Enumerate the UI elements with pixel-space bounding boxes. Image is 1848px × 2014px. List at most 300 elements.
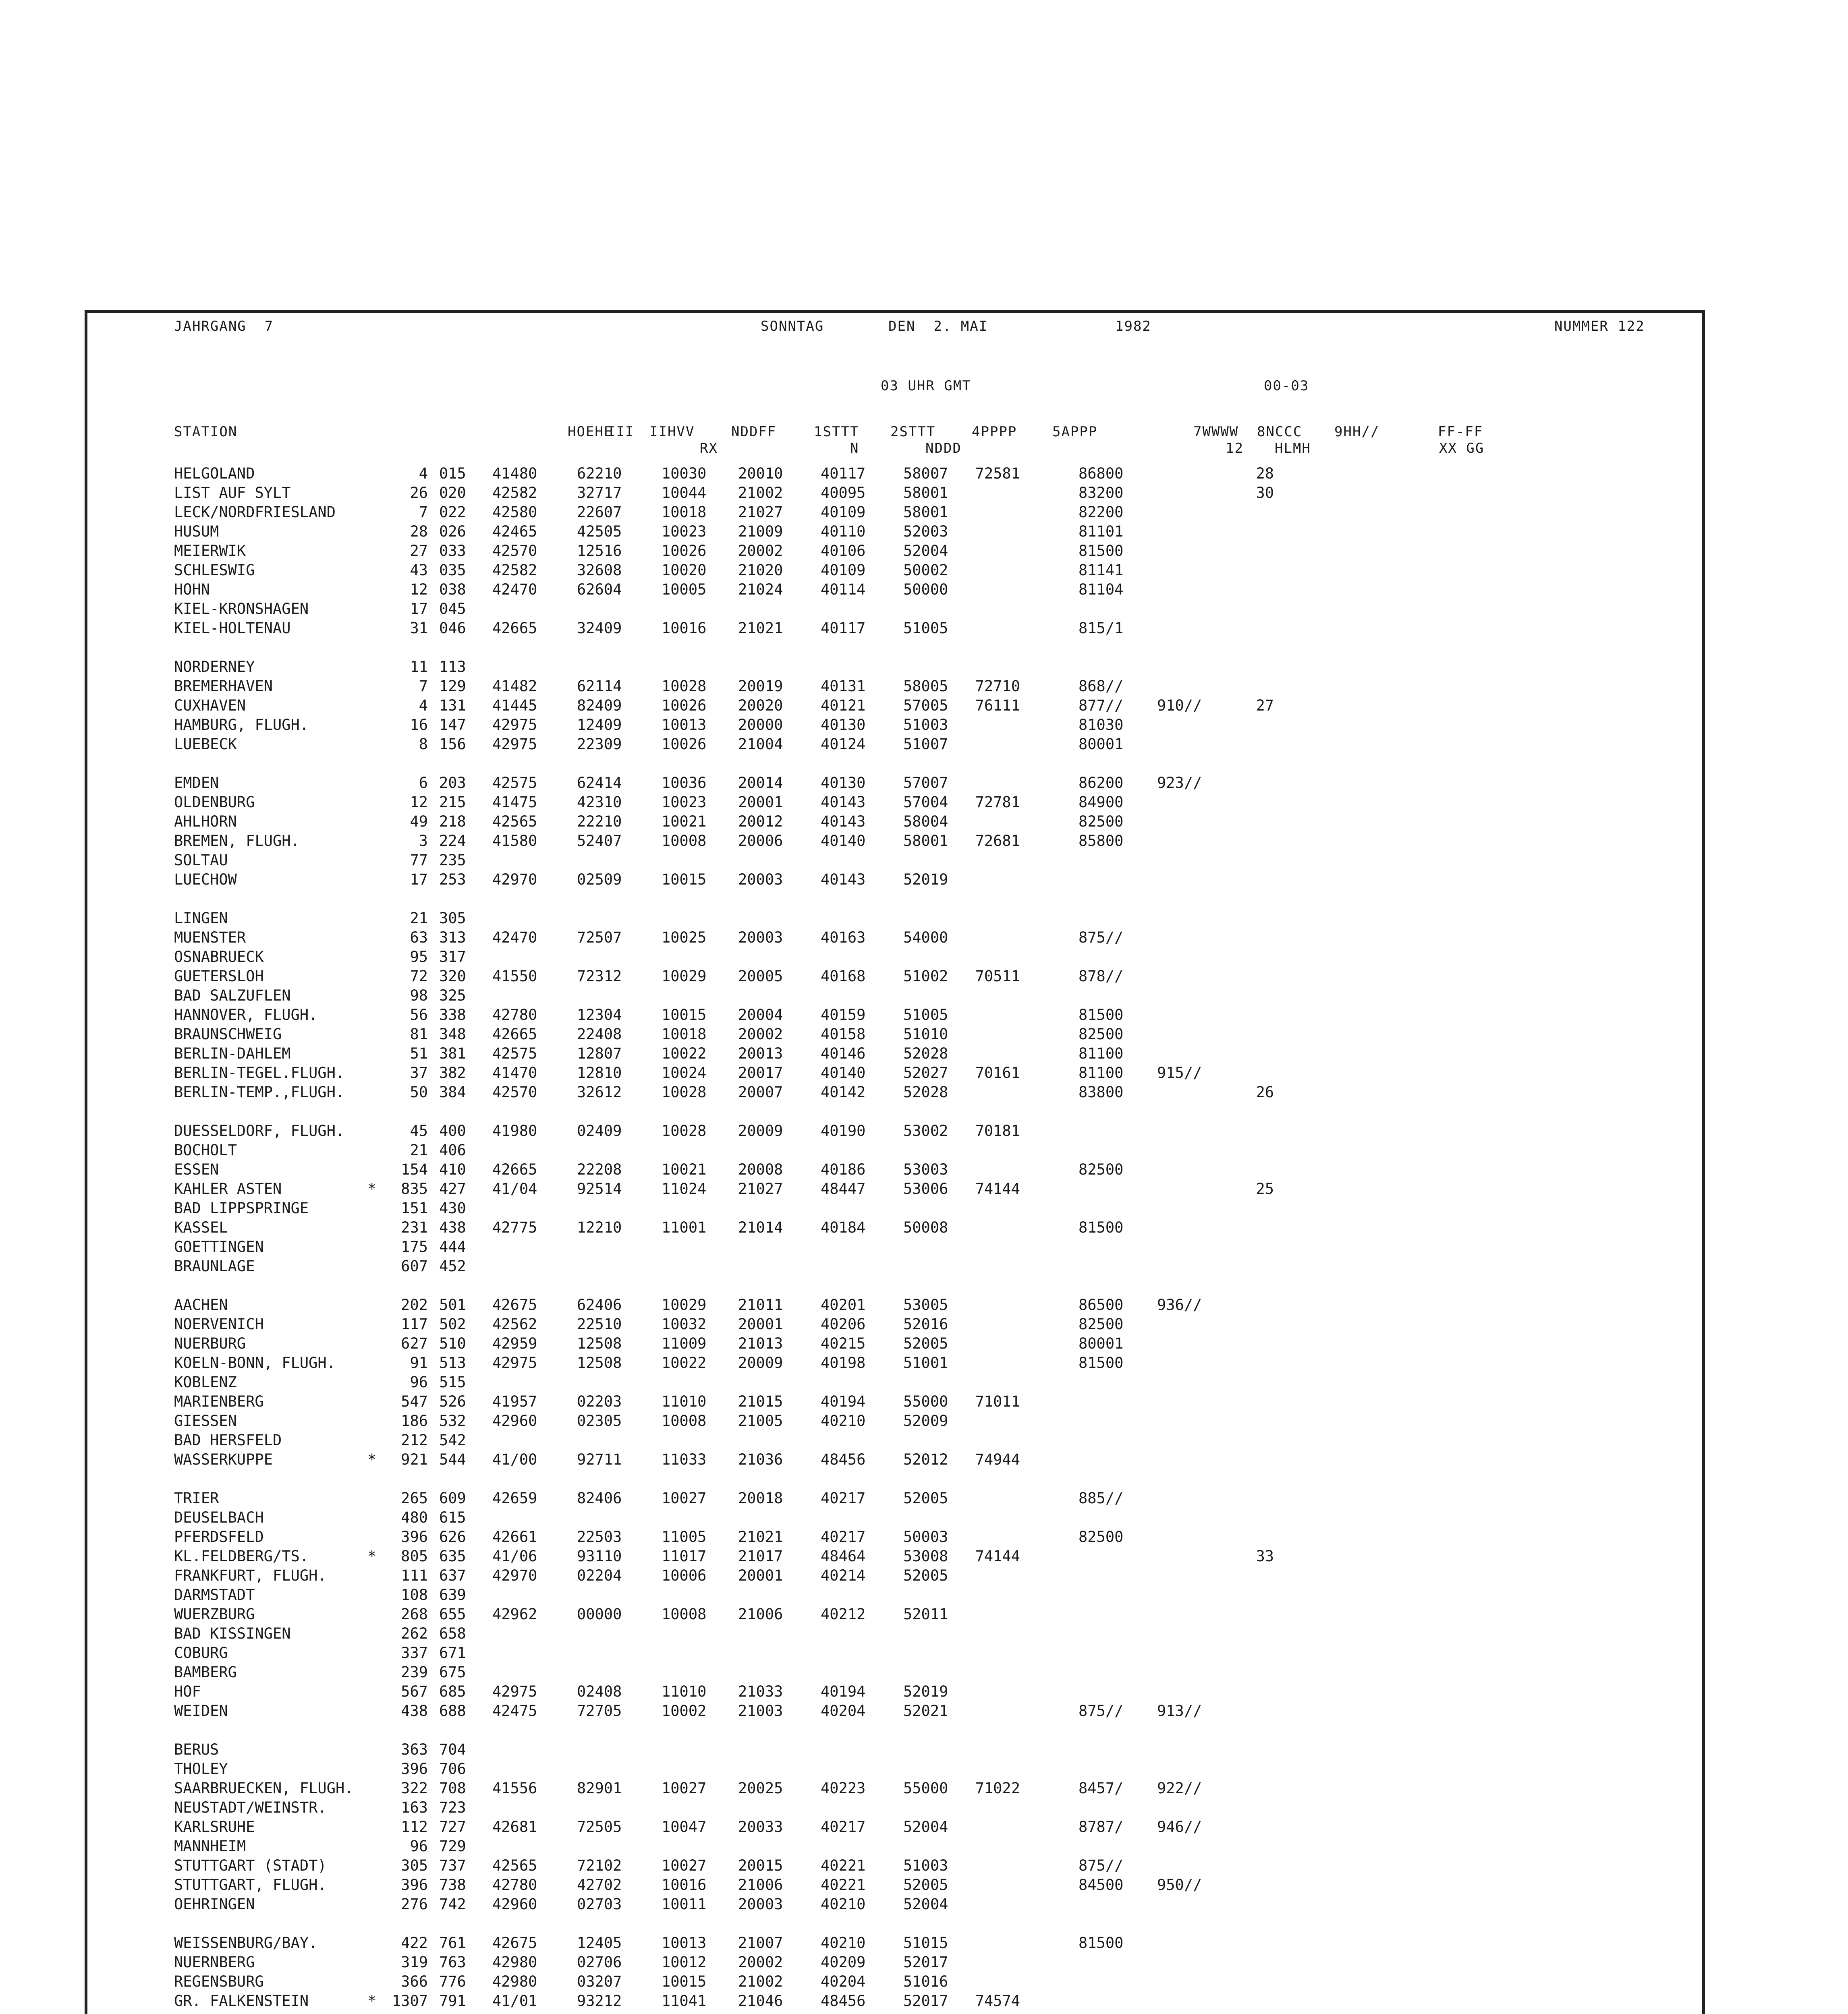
cell-c9: 51003 (903, 716, 948, 733)
cell-c7: 20003 (738, 1896, 783, 1913)
cell-hoehe: 81 (410, 1026, 428, 1043)
cell-c11: 81100 (1079, 1064, 1124, 1082)
cell-c8: 40106 (821, 542, 866, 559)
station-name: CUXHAVEN (174, 697, 246, 714)
cell-c13: 27 (1256, 697, 1274, 714)
station-name: LINGEN (174, 910, 228, 927)
cell-iii: 727 (439, 1818, 466, 1836)
cell-c11: 81500 (1079, 1006, 1124, 1024)
cell-c7: 21017 (738, 1548, 783, 1565)
cell-c9: 51003 (903, 1857, 948, 1874)
cell-hoehe: 163 (401, 1799, 428, 1816)
cell-c6: 10018 (662, 1026, 707, 1043)
cell-c8: 40186 (821, 1161, 866, 1178)
cell-c5: 72102 (577, 1857, 622, 1874)
cell-iii: 317 (439, 948, 466, 966)
cell-c5: 12516 (577, 542, 622, 559)
cell-c6: 10027 (662, 1780, 707, 1797)
cell-c4: 42565 (492, 813, 537, 830)
cell-hoehe: 117 (401, 1316, 428, 1333)
station-name: MARIENBERG (174, 1393, 264, 1410)
station-name: GOETTINGEN (174, 1238, 264, 1256)
cell-hoehe: 319 (401, 1954, 428, 1971)
column-header-ff-ff: FF-FF (1438, 424, 1483, 440)
cell-c5: 92711 (577, 1451, 622, 1468)
cell-hoehe: 4 (419, 465, 428, 482)
cell-c9: 53003 (903, 1161, 948, 1178)
cell-iii: 761 (439, 1934, 466, 1952)
cell-c6: 10022 (662, 1045, 707, 1062)
cell-hoehe: 202 (401, 1296, 428, 1314)
cell-c6: 10015 (662, 1006, 707, 1024)
cell-c5: 22607 (577, 504, 622, 521)
cell-c8: 40198 (821, 1354, 866, 1372)
cell-c4: 42980 (492, 1973, 537, 1990)
column-subheader-xx-gg: XX GG (1439, 440, 1485, 456)
cell-iii: 015 (439, 465, 466, 482)
cell-c4: 42575 (492, 774, 537, 792)
cell-c7: 20018 (738, 1490, 783, 1507)
cell-c7: 21002 (738, 484, 783, 501)
cell-c8: 40131 (821, 678, 866, 695)
cell-iii: 513 (439, 1354, 466, 1372)
station-name: GUETERSLOH (174, 968, 264, 985)
cell-c8: 40117 (821, 620, 866, 637)
column-header-7wwww: 7WWWW (1193, 424, 1239, 440)
cell-iii: 203 (439, 774, 466, 792)
cell-c4: 42665 (492, 620, 537, 637)
cell-iii: 406 (439, 1142, 466, 1159)
cell-c9: 51010 (903, 1026, 948, 1043)
cell-c10: 72710 (975, 678, 1020, 695)
column-header-nddff: NDDFF (731, 424, 777, 440)
cell-c7: 21046 (738, 1992, 783, 2010)
cell-c11: 815/1 (1079, 620, 1124, 637)
cell-iii: 131 (439, 697, 466, 714)
cell-iii: 384 (439, 1084, 466, 1101)
cell-c4: 42661 (492, 1528, 537, 1546)
cell-c6: 11010 (662, 1393, 707, 1410)
cell-c11: 875// (1079, 1702, 1124, 1720)
cell-c8: 40143 (821, 871, 866, 888)
cell-c7: 21002 (738, 1973, 783, 1990)
cell-c11: 878// (1079, 968, 1124, 985)
cell-c11: 81500 (1079, 1219, 1124, 1236)
column-subheader-12: 12 (1226, 440, 1244, 456)
station-name: BREMEN, FLUGH. (174, 832, 300, 850)
cell-c9: 52017 (903, 1954, 948, 1971)
cell-hoehe: 422 (401, 1934, 428, 1952)
cell-c5: 72505 (577, 1818, 622, 1836)
cell-c4: 41556 (492, 1780, 537, 1797)
cell-iii: 400 (439, 1122, 466, 1140)
cell-c6: 10022 (662, 1354, 707, 1372)
cell-hoehe: 366 (401, 1973, 428, 1990)
cell-hoehe: 3 (419, 832, 428, 850)
cell-c9: 52012 (903, 1451, 948, 1468)
station-name: HANNOVER, FLUGH. (174, 1006, 318, 1024)
station-name: LECK/NORDFRIESLAND (174, 504, 336, 521)
cell-iii: 737 (439, 1857, 466, 1874)
cell-c9: 52028 (903, 1045, 948, 1062)
cell-c9: 52019 (903, 871, 948, 888)
cell-c5: 12508 (577, 1335, 622, 1352)
cell-c6: 11010 (662, 1683, 707, 1700)
cell-c9: 58001 (903, 832, 948, 850)
cell-hoehe: 26 (410, 484, 428, 501)
cell-c4: 42960 (492, 1896, 537, 1913)
cell-c6: 10013 (662, 1934, 707, 1952)
cell-c4: 42665 (492, 1026, 537, 1043)
cell-hoehe: 547 (401, 1393, 428, 1410)
cell-iii: 791 (439, 1992, 466, 2010)
cell-c5: 02408 (577, 1683, 622, 1700)
date: DEN 2. MAI (888, 318, 988, 334)
cell-c5: 02509 (577, 871, 622, 888)
cell-iii: 381 (439, 1045, 466, 1062)
cell-c9: 52017 (903, 1992, 948, 2010)
cell-c5: 02305 (577, 1412, 622, 1430)
cell-c5: 02204 (577, 1567, 622, 1584)
cell-c9: 58005 (903, 678, 948, 695)
cell-hoehe: 43 (410, 562, 428, 579)
cell-c6: 10028 (662, 1122, 707, 1140)
cell-iii: 438 (439, 1219, 466, 1236)
cell-c4: 42960 (492, 1412, 537, 1430)
station-name: TRIER (174, 1490, 219, 1507)
cell-c7: 20004 (738, 1006, 783, 1024)
cell-c6: 10005 (662, 581, 707, 598)
column-subheader-rx: RX (700, 440, 718, 456)
cell-c7: 20002 (738, 542, 783, 559)
cell-c5: 22510 (577, 1316, 622, 1333)
cell-c7: 20003 (738, 871, 783, 888)
cell-c7: 20008 (738, 1161, 783, 1178)
station-name: SOLTAU (174, 852, 228, 869)
cell-c9: 53006 (903, 1180, 948, 1198)
cell-c9: 55000 (903, 1780, 948, 1797)
cell-c8: 40210 (821, 1896, 866, 1913)
station-name: BRAUNSCHWEIG (174, 1026, 282, 1043)
cell-c5: 22503 (577, 1528, 622, 1546)
station-name: KASSEL (174, 1219, 228, 1236)
cell-c10: 71022 (975, 1780, 1020, 1797)
cell-c4: 42470 (492, 581, 537, 598)
cell-c8: 40158 (821, 1026, 866, 1043)
cell-c11: 86200 (1079, 774, 1124, 792)
cell-c5: 82406 (577, 1490, 622, 1507)
cell-c8: 40143 (821, 794, 866, 811)
cell-iii: 430 (439, 1200, 466, 1217)
station-name: BERLIN-DAHLEM (174, 1045, 291, 1062)
cell-c10: 74144 (975, 1548, 1020, 1565)
mountain-station-marker: * (367, 1992, 377, 2010)
cell-c8: 40110 (821, 523, 866, 540)
cell-c9: 57004 (903, 794, 948, 811)
cell-iii: 320 (439, 968, 466, 985)
cell-c8: 40146 (821, 1045, 866, 1062)
cell-iii: 020 (439, 484, 466, 501)
cell-c9: 52005 (903, 1876, 948, 1894)
cell-c9: 52004 (903, 542, 948, 559)
cell-c4: 41980 (492, 1122, 537, 1140)
station-name: REGENSBURG (174, 1973, 264, 1990)
cell-c4: 42582 (492, 562, 537, 579)
cell-hoehe: 305 (401, 1857, 428, 1874)
cell-c4: 41475 (492, 794, 537, 811)
cell-c9: 52016 (903, 1316, 948, 1333)
cell-hoehe: 231 (401, 1219, 428, 1236)
cell-c5: 52407 (577, 832, 622, 850)
station-name: BREMERHAVEN (174, 678, 273, 695)
cell-c12: 915// (1157, 1064, 1202, 1082)
column-header-iii: III (607, 424, 635, 440)
cell-c9: 52005 (903, 1335, 948, 1352)
cell-c5: 62210 (577, 465, 622, 482)
cell-hoehe: 17 (410, 871, 428, 888)
cell-iii: 410 (439, 1161, 466, 1178)
mountain-station-marker: * (367, 1451, 377, 1468)
cell-c5: 12409 (577, 716, 622, 733)
cell-c5: 32612 (577, 1084, 622, 1101)
cell-c10: 74574 (975, 1992, 1020, 2010)
cell-hoehe: 7 (419, 678, 428, 695)
cell-c6: 10047 (662, 1818, 707, 1836)
cell-c9: 58007 (903, 465, 948, 482)
station-name: BAD HERSFELD (174, 1432, 282, 1449)
cell-iii: 637 (439, 1567, 466, 1584)
cell-c11: 86800 (1079, 465, 1124, 482)
cell-hoehe: 72 (410, 968, 428, 985)
cell-c5: 02703 (577, 1896, 622, 1913)
cell-c4: 41580 (492, 832, 537, 850)
station-name: STUTTGART (STADT) (174, 1857, 327, 1874)
cell-c13: 33 (1256, 1548, 1274, 1565)
station-name: KIEL-HOLTENAU (174, 620, 291, 637)
cell-c5: 12807 (577, 1045, 622, 1062)
station-name: THOLEY (174, 1760, 228, 1778)
cell-c9: 53002 (903, 1122, 948, 1140)
cell-c9: 54000 (903, 929, 948, 946)
cell-c5: 12210 (577, 1219, 622, 1236)
cell-hoehe: 50 (410, 1084, 428, 1101)
cell-iii: 658 (439, 1625, 466, 1642)
cell-c11: 8457/ (1079, 1780, 1124, 1797)
observation-time: 03 UHR GMT (881, 378, 971, 394)
cell-iii: 382 (439, 1064, 466, 1082)
cell-c8: 40190 (821, 1122, 866, 1140)
station-name: MEIERWIK (174, 542, 246, 559)
station-name: BERLIN-TEMP.,FLUGH. (174, 1084, 345, 1101)
cell-c5: 62414 (577, 774, 622, 792)
station-name: GR. FALKENSTEIN (174, 1992, 309, 2010)
cell-c6: 10032 (662, 1316, 707, 1333)
station-name: DUESSELDORF, FLUGH. (174, 1122, 345, 1140)
cell-c5: 92514 (577, 1180, 622, 1198)
cell-c6: 10027 (662, 1857, 707, 1874)
cell-c4: 42570 (492, 542, 537, 559)
cell-c5: 93212 (577, 1992, 622, 2010)
station-name: HAMBURG, FLUGH. (174, 716, 309, 733)
cell-c6: 10015 (662, 1973, 707, 1990)
cell-hoehe: 21 (410, 910, 428, 927)
cell-c6: 10012 (662, 1954, 707, 1971)
cell-hoehe: 21 (410, 1142, 428, 1159)
column-subheader-n: N (850, 440, 859, 456)
cell-c4: 42975 (492, 1354, 537, 1372)
cell-c9: 53008 (903, 1548, 948, 1565)
column-subheader-nddd: NDDD (925, 440, 962, 456)
column-header-5appp: 5APPP (1052, 424, 1098, 440)
cell-c11: 81101 (1079, 523, 1124, 540)
cell-c6: 10029 (662, 1296, 707, 1314)
cell-c7: 21003 (738, 1702, 783, 1720)
cell-c10: 71011 (975, 1393, 1020, 1410)
cell-c7: 20001 (738, 794, 783, 811)
cell-c9: 57007 (903, 774, 948, 792)
cell-c4: 42465 (492, 523, 537, 540)
cell-c8: 40121 (821, 697, 866, 714)
cell-iii: 723 (439, 1799, 466, 1816)
cell-c6: 11033 (662, 1451, 707, 1468)
cell-c9: 57005 (903, 697, 948, 714)
cell-c10: 70511 (975, 968, 1020, 985)
cell-c9: 52021 (903, 1702, 948, 1720)
cell-c5: 22408 (577, 1026, 622, 1043)
cell-c7: 20005 (738, 968, 783, 985)
cell-c6: 10018 (662, 504, 707, 521)
cell-c8: 40142 (821, 1084, 866, 1101)
cell-iii: 742 (439, 1896, 466, 1913)
cell-c11: 81141 (1079, 562, 1124, 579)
station-name: FRANKFURT, FLUGH. (174, 1567, 327, 1584)
cell-c10: 70161 (975, 1064, 1020, 1082)
station-name: BAD SALZUFLEN (174, 987, 291, 1004)
station-name: OSNABRUECK (174, 948, 264, 966)
cell-c4: 42780 (492, 1876, 537, 1894)
cell-c7: 20010 (738, 465, 783, 482)
cell-iii: 675 (439, 1664, 466, 1681)
cell-c11: 81100 (1079, 1045, 1124, 1062)
cell-c5: 62604 (577, 581, 622, 598)
cell-c7: 21036 (738, 1451, 783, 1468)
cell-c4: 41/01 (492, 1992, 537, 2010)
cell-c5: 32409 (577, 620, 622, 637)
cell-c9: 51005 (903, 1006, 948, 1024)
cell-c4: 41/04 (492, 1180, 537, 1198)
cell-c6: 10023 (662, 523, 707, 540)
jahrgang: JAHRGANG 7 (174, 318, 274, 334)
cell-c7: 21006 (738, 1606, 783, 1623)
cell-c7: 21007 (738, 1934, 783, 1952)
station-name: LIST AUF SYLT (174, 484, 291, 501)
cell-c11: 868// (1079, 678, 1124, 695)
cell-c8: 40130 (821, 716, 866, 733)
cell-iii: 615 (439, 1509, 466, 1526)
cell-c9: 53005 (903, 1296, 948, 1314)
cell-c8: 40215 (821, 1335, 866, 1352)
cell-c4: 42980 (492, 1954, 537, 1971)
column-header-1sttt: 1STTT (814, 424, 859, 440)
cell-hoehe: 239 (401, 1664, 428, 1681)
cell-c11: 875// (1079, 1857, 1124, 1874)
cell-c8: 40212 (821, 1606, 866, 1623)
cell-c8: 40117 (821, 465, 866, 482)
cell-c4: 42780 (492, 1006, 537, 1024)
cell-c8: 48456 (821, 1451, 866, 1468)
cell-c6: 10006 (662, 1567, 707, 1584)
cell-hoehe: 7 (419, 504, 428, 521)
cell-hoehe: 805 (401, 1548, 428, 1565)
station-name: DEUSELBACH (174, 1509, 264, 1526)
cell-c4: 41/00 (492, 1451, 537, 1468)
cell-c5: 62406 (577, 1296, 622, 1314)
cell-c8: 40163 (821, 929, 866, 946)
cell-c5: 72705 (577, 1702, 622, 1720)
cell-c6: 10016 (662, 620, 707, 637)
cell-c4: 42775 (492, 1219, 537, 1236)
cell-c8: 40223 (821, 1780, 866, 1797)
cell-c7: 21021 (738, 1528, 783, 1546)
cell-c4: 41550 (492, 968, 537, 985)
cell-c11: 82500 (1079, 1528, 1124, 1546)
cell-c8: 40140 (821, 1064, 866, 1082)
cell-c8: 40168 (821, 968, 866, 985)
cell-c12: 950// (1157, 1876, 1202, 1894)
cell-iii: 729 (439, 1838, 466, 1855)
cell-c4: 42582 (492, 484, 537, 501)
station-name: OLDENBURG (174, 794, 255, 811)
cell-c4: 41480 (492, 465, 537, 482)
cell-c7: 21009 (738, 523, 783, 540)
cell-c6: 10027 (662, 1490, 707, 1507)
cell-c9: 50002 (903, 562, 948, 579)
cell-hoehe: 91 (410, 1354, 428, 1372)
cell-c4: 42675 (492, 1934, 537, 1952)
cell-c11: 85800 (1079, 832, 1124, 850)
column-header-9hh-: 9HH// (1334, 424, 1380, 440)
cell-hoehe: 108 (401, 1586, 428, 1604)
cell-hoehe: 396 (401, 1876, 428, 1894)
station-name: NUERBURG (174, 1335, 246, 1352)
station-name: WASSERKUPPE (174, 1451, 273, 1468)
station-name: GIESSEN (174, 1412, 237, 1430)
cell-c7: 20019 (738, 678, 783, 695)
cell-c13: 26 (1256, 1084, 1274, 1101)
station-name: NUERNBERG (174, 1954, 255, 1971)
cell-c6: 10030 (662, 465, 707, 482)
cell-c6: 10016 (662, 1876, 707, 1894)
cell-c6: 10044 (662, 484, 707, 501)
cell-hoehe: 151 (401, 1200, 428, 1217)
station-name: KOELN-BONN, FLUGH. (174, 1354, 336, 1372)
cell-iii: 224 (439, 832, 466, 850)
cell-iii: 738 (439, 1876, 466, 1894)
cell-c5: 72312 (577, 968, 622, 985)
cell-c10: 70181 (975, 1122, 1020, 1140)
cell-c8: 40217 (821, 1818, 866, 1836)
column-header-station: STATION (174, 424, 238, 440)
cell-c4: 42659 (492, 1490, 537, 1507)
cell-c12: 913// (1157, 1702, 1202, 1720)
cell-hoehe: 27 (410, 542, 428, 559)
cell-hoehe: 77 (410, 852, 428, 869)
station-name: MUENSTER (174, 929, 246, 946)
cell-c11: 83800 (1079, 1084, 1124, 1101)
cell-c5: 12304 (577, 1006, 622, 1024)
cell-c7: 20001 (738, 1567, 783, 1584)
cell-c9: 52009 (903, 1412, 948, 1430)
